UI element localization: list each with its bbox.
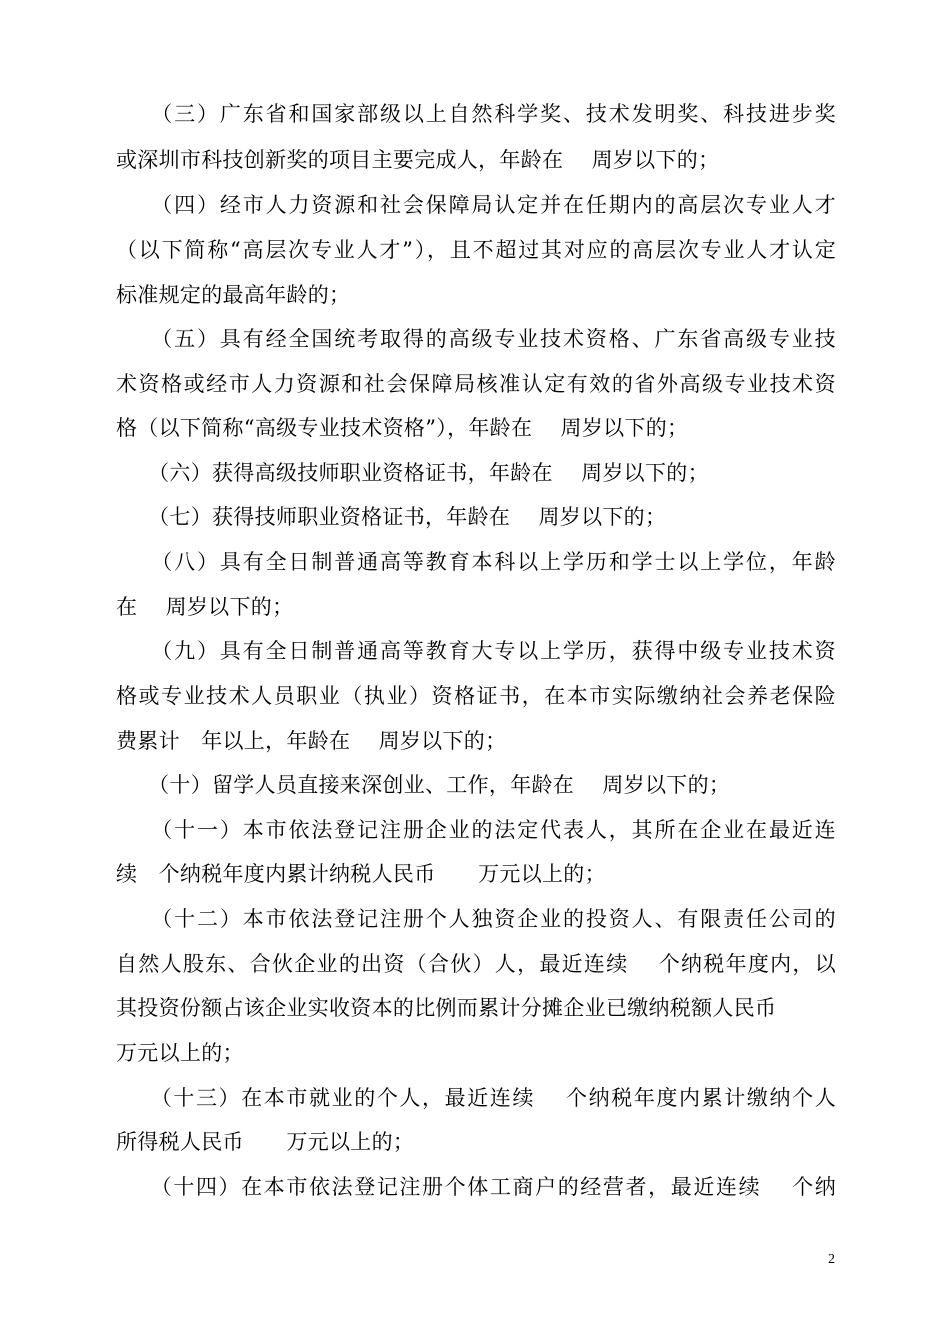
text-line: 格（以下简称“高级专业技术资格”），年龄在 周岁以下的； <box>116 416 689 440</box>
text-line: 格或专业技术人员职业（执业）资格证书，在本市实际缴纳社会养老保险 <box>116 684 836 708</box>
text-line: （十一）本市依法登记注册企业的法定代表人，其所在企业在最近连 <box>116 818 836 842</box>
text-line: 费累计 年以上，年龄在 周岁以下的； <box>116 729 507 753</box>
text-line: （七）获得技师职业资格证书，年龄在 周岁以下的； <box>116 505 667 529</box>
text-line: 或深圳市科技创新奖的项目主要完成人，年龄在 周岁以下的； <box>116 148 720 172</box>
text-line: （四）经市人力资源和社会保障局认定并在任期内的高层次专业人才 <box>116 193 836 217</box>
text-line: 其投资份额占该企业实收资本的比例而累计分摊企业已缴纳税额人民币 <box>116 996 777 1020</box>
text-line: 续 个纳税年度内累计纳税人民币 万元以上的； <box>116 862 606 886</box>
text-line: （十四）在本市依法登记注册个体工商户的经营者，最近连续 个纳 <box>116 1175 836 1199</box>
text-line: （十二）本市依法登记注册个人独资企业的投资人、有限责任公司的 <box>116 907 836 931</box>
text-line: 术资格或经市人力资源和社会保障局核准认定有效的省外高级专业技术资 <box>116 372 836 396</box>
text-line: （十）留学人员直接来深创业、工作，年龄在 周岁以下的； <box>116 773 731 797</box>
text-line: （六）获得高级技师职业资格证书，年龄在 周岁以下的； <box>116 461 709 485</box>
page-number: 2 <box>828 1252 835 1267</box>
text-line: （八）具有全日制普通高等教育本科以上学历和学士以上学位，年龄 <box>116 550 836 574</box>
text-line: 标准规定的最高年龄的； <box>116 283 351 307</box>
text-line: （九）具有全日制普通高等教育大专以上学历，获得中级专业技术资 <box>116 639 836 663</box>
text-line: （五）具有经全国统考取得的高级专业技术资格、广东省高级专业技 <box>116 327 836 351</box>
text-line: （以下简称“高层次专业人才”），且不超过其对应的高层次专业人才认定 <box>116 238 836 262</box>
text-line: 在 周岁以下的； <box>116 595 294 619</box>
text-line: 万元以上的； <box>116 1041 244 1065</box>
text-line: （三）广东省和国家部级以上自然科学奖、技术发明奖、科技进步奖 <box>116 102 836 126</box>
text-line: 自然人股东、合伙企业的出资（合伙）人，最近连续 个纳税年度内，以 <box>116 952 836 976</box>
text-line: （十三）在本市就业的个人，最近连续 个纳税年度内累计缴纳个人 <box>116 1086 836 1110</box>
text-line: 所得税人民币 万元以上的； <box>116 1130 415 1154</box>
